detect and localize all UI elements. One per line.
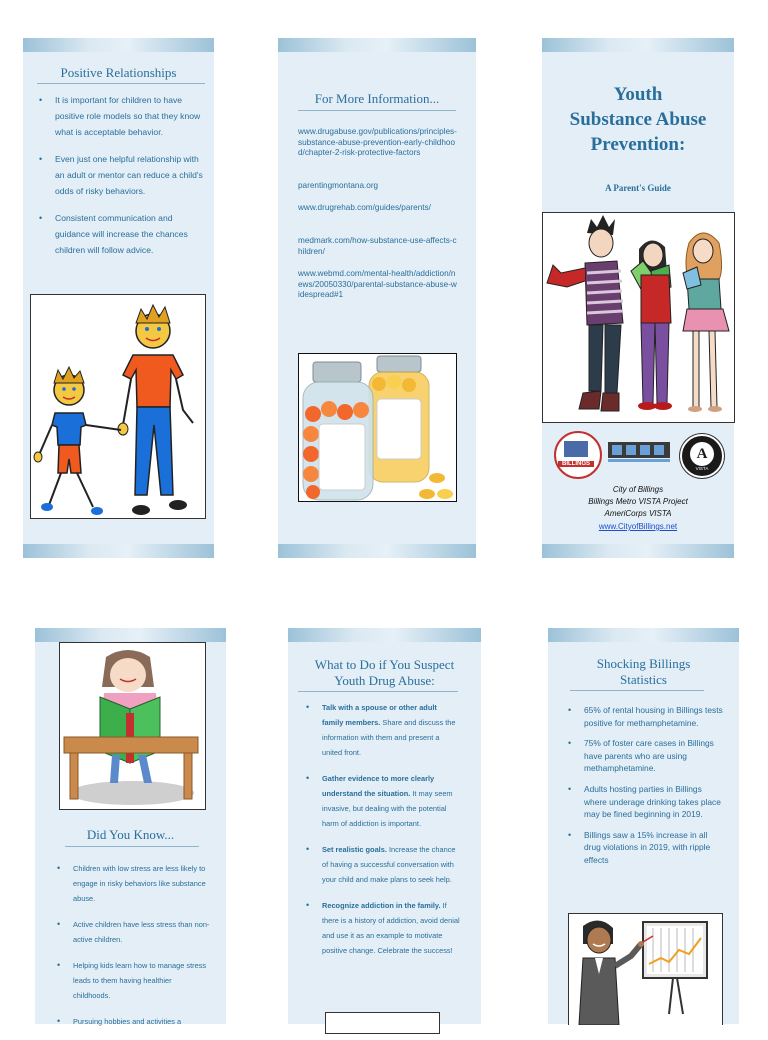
logo-text: VISTA <box>695 466 709 471</box>
panel-title: Did You Know... <box>86 827 175 842</box>
item-lead: Talk with a spouse or other adult family members. <box>322 703 437 727</box>
list-item: • Even just one helpful relationship with an adult or mentor can reduce a child's odds of risky behaviors. <box>37 151 209 199</box>
logo-text: BILLINGS <box>558 461 594 467</box>
panel-title-line2: Youth Drug Abuse: <box>334 673 435 688</box>
list-item <box>304 700 460 760</box>
cover-title-line3: Prevention: <box>590 134 686 155</box>
list-item <box>304 771 460 831</box>
title-rule <box>298 691 458 692</box>
info-link[interactable]: medmark.com/how-substance-use-affects-children/ <box>298 236 457 256</box>
panel-did-you-know <box>35 628 226 1024</box>
kids-reading-illustration <box>542 212 735 423</box>
list-item: • Pursuing hobbies and activities a <box>55 1014 211 1029</box>
item-lead: Set realistic goals. <box>322 845 387 854</box>
title-rule <box>65 846 199 847</box>
city-of-billings-logo <box>554 431 602 479</box>
title-rule <box>37 83 205 84</box>
list-item: • Billings saw a 15% increase in all drug violations in 2019, with ripple effects <box>566 829 726 867</box>
website-link[interactable]: www.CityofBillings.net <box>598 522 678 531</box>
panel-title-line2: Statistics <box>620 672 667 687</box>
item-lead: Gather evidence to more clearly understand the situation. <box>322 774 435 798</box>
org-americorps: AmeriCorps VISTA <box>604 509 672 518</box>
panel-bottom-bar <box>23 544 214 558</box>
item-text: Share and discuss the information with them and present a united front. <box>322 718 456 757</box>
stats-list <box>566 704 726 875</box>
cover-subtitle: A Parent's Guide <box>605 183 671 193</box>
list-item: • Children with low stress are less likely to engage in risky behaviors like substance abuse. <box>55 861 211 906</box>
panel-top-bar <box>278 38 476 52</box>
adult-child-illustration <box>30 294 206 519</box>
list-item: • 75% of foster care cases in Billings have parents who are using methamphetamine. <box>566 737 726 775</box>
list-item <box>304 898 460 958</box>
girl-reading-illustration <box>59 642 206 810</box>
panel-what-to-do <box>288 628 481 1024</box>
item-lead: Recognize addiction in the family. <box>322 901 441 910</box>
bottom-image-frame <box>325 1012 440 1034</box>
panel-title-line1: Shocking Billings <box>596 656 691 671</box>
cover-title-line1: Youth <box>613 84 663 105</box>
panel-bottom-bar <box>278 544 476 558</box>
org-project: Billings Metro VISTA Project <box>588 497 688 506</box>
action-list <box>304 700 460 969</box>
info-link[interactable]: parentingmontana.org <box>298 181 379 190</box>
bullet-list <box>37 92 209 269</box>
bullet-list <box>55 861 211 1040</box>
presenter-chart-illustration <box>568 913 723 1025</box>
bmvp-logo <box>608 440 670 464</box>
panel-more-information <box>278 38 476 558</box>
info-link[interactable]: www.drugabuse.gov/publications/principles-substance-abuse-prevention-early-childhood/chapter-2-risk-protective-factors <box>298 127 457 157</box>
item-text: If there is a history of addiction, avoid denial and use it as an example to motivate positive change. Celebrate the success! <box>322 901 460 955</box>
cover-title-line2: Substance Abuse <box>569 109 707 130</box>
org-city: City of Billings <box>612 485 664 494</box>
americorps-vista-logo: A VISTA <box>680 434 724 478</box>
panel-bottom-bar <box>542 544 734 558</box>
pill-bottles-image <box>298 353 457 502</box>
panel-top-bar <box>288 628 481 642</box>
list-item: • It is important for children to have positive role models so that they know what is acceptable behavior. <box>37 92 209 140</box>
panel-statistics <box>548 628 739 1024</box>
list-item: • Active children have less stress than non-active children. <box>55 917 211 947</box>
list-item <box>304 842 460 887</box>
item-text: Increase the chance of having a successful conversation with your child and make plans to seek help. <box>322 845 456 884</box>
panel-top-bar <box>35 628 226 642</box>
panel-title: For More Information... <box>314 91 440 106</box>
panel-title: Positive Relationships <box>60 65 177 80</box>
panel-top-bar <box>548 628 739 642</box>
panel-cover <box>542 38 734 558</box>
list-item: • 65% of rental housing in Billings tests positive for methamphetamine. <box>566 704 726 729</box>
item-text: It may seem invasive, but dealing with the potential harm of addiction is important. <box>322 789 453 828</box>
panel-title-line1: What to Do if You Suspect <box>314 657 455 672</box>
info-link[interactable]: www.webmd.com/mental-health/addiction/news/20050330/parental-substance-abuse-widespread#1 <box>298 269 457 299</box>
info-link[interactable]: www.drugrehab.com/guides/parents/ <box>298 203 431 212</box>
panel-top-bar <box>23 38 214 52</box>
title-rule <box>298 110 456 111</box>
title-rule <box>570 690 704 691</box>
list-item: • Consistent communication and guidance will increase the chances children will follow advice. <box>37 210 209 258</box>
list-item: • Helping kids learn how to manage stress leads to them having healthier childhoods. <box>55 958 211 1003</box>
panel-positive-relationships <box>23 38 214 558</box>
panel-top-bar <box>542 38 734 52</box>
list-item: • Adults hosting parties in Billings where underage drinking takes place may be fined beginning in 2019. <box>566 783 726 821</box>
